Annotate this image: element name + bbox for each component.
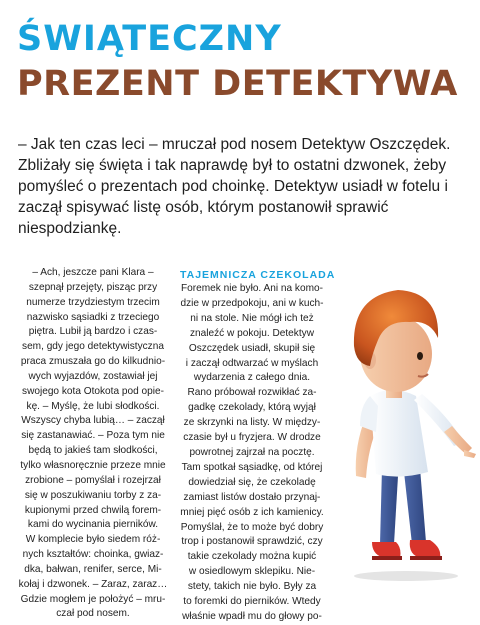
middle-column-line: takie czekolady można kupić: [187, 551, 317, 563]
left-column-line: szepnął przejęty, pisząc przy: [28, 281, 158, 293]
middle-column-line: Pomyślał, że to może być dobry: [180, 521, 324, 533]
left-column-line: nazwisko sąsiadki z trzeciego: [26, 311, 160, 323]
middle-column-line: gadkę czekolady, którą wyjął: [188, 402, 316, 414]
left-column-line: Gdzie mogłem je położyć – mru-: [20, 593, 166, 605]
left-column-line: zrobione – pomyślał i rozejrzał: [25, 474, 161, 486]
left-column-line: się zastanawiać. – Poza tym nie: [21, 430, 165, 442]
left-column-line: W komplecie było siedem róż-: [25, 534, 161, 546]
middle-column-line: ni na stole. Nie mógł ich też: [190, 312, 314, 324]
title-line-2: PREZENT DETEKTYWA: [17, 64, 458, 104]
left-column-line: kę. – Myślę, że lubi słodkości.: [26, 400, 160, 412]
lead-paragraph: – Jak ten czas leci – mruczał pod nosem Detektyw Oszczędek. Zbliżały się święta i tak naprawdę był to ostatni dzwonek, żeby pomyśleć o prezentach pod choinkę. Detektyw usiadł w fotelu i zaczął spisywać listę osób, którym postanowił sprawić niespodziankę.: [18, 136, 451, 237]
left-column-line: numerze trzydziestym trzecim: [26, 296, 160, 308]
middle-column-line: wydarzenia z całego dnia.: [193, 372, 311, 384]
middle-column-line: mniej pięć osób z ich kamienicy.: [180, 506, 324, 518]
middle-column-line: Foremek nie było. Ani na komo-: [181, 283, 323, 294]
left-column-text: [16, 266, 170, 622]
section-heading: TAJEMNICZA CZEKOLADA: [180, 269, 336, 281]
left-column-line: – Ach, jeszcze pani Klara –: [32, 267, 154, 278]
left-column-line: wych wyjazdów, zostawiał jej: [28, 370, 158, 382]
middle-column-line: zamiast listów dostało przynaj-: [183, 491, 321, 503]
left-column-line: kupionymi przed chwilą forem-: [24, 504, 162, 516]
middle-column-line: dzie w przedpokoju, ani w kuch-: [180, 297, 324, 309]
middle-column-line: Tam spotkał sąsiadkę, od której: [181, 461, 323, 473]
left-column-line: praca zmuszała go do kilkudnio-: [20, 356, 166, 368]
middle-column-line: znaleźć w pokoju. Detektyw: [190, 327, 314, 339]
middle-column-line: ze skrzynki na listy. W między-: [183, 417, 321, 429]
left-column-line: Wszyscy chyba lubią… – zaczął: [21, 415, 165, 427]
left-column-line: kami do wycinania pierników.: [27, 519, 159, 531]
left-column-line: dka, bałwan, renifer, serce, Mi-: [24, 563, 162, 575]
left-column-line: kołaj i dzwonek. – Zaraz, zaraz…: [18, 578, 168, 590]
middle-column-line: czasie był u fryzjera. W drodze: [183, 432, 321, 444]
middle-column-line: stety, takich nie było. Były za: [187, 581, 317, 593]
left-column-line: swojego kota Otokota pod opie-: [22, 385, 164, 397]
middle-column-line: to foremki do pierników. Wtedy: [183, 596, 321, 608]
left-column-line: będą to jakieś tam słodkości,: [28, 445, 158, 457]
middle-column-line: Oszczędek usiadł, skupił się: [188, 342, 316, 354]
middle-column-line: powrotnej zajrzał na pocztę.: [189, 446, 315, 458]
middle-column-line: w osiedlowym sklepiku. Nie-: [188, 566, 316, 578]
middle-column-line: dowiedział się, że czekoladę: [188, 476, 316, 488]
left-column-line: piętra. Lubił ją bardzo i czas-: [28, 326, 158, 338]
middle-column-line: właśnie wpadł mu do głowy po-: [182, 610, 322, 622]
left-column-line: nych kształtów: choinka, gwiaz-: [22, 549, 164, 561]
middle-column-line: trop i postanowił sprawdzić, czy: [181, 536, 323, 548]
middle-column-text: [176, 282, 328, 625]
title-line-1: ŚWIĄTECZNY: [17, 19, 282, 59]
left-column-line: czał pod nosem.: [56, 608, 130, 620]
boy-illustration: [326, 276, 480, 584]
middle-column-line: Rano próbował rozwikłać za-: [187, 387, 317, 399]
left-column-line: tylko własnoręcznie przeze mnie: [20, 459, 166, 471]
left-column-line: sem, gdy jego detektywistyczna: [22, 341, 164, 353]
middle-column-line: i zaczął odtwarzać w myślach: [185, 357, 319, 369]
left-column-line: się w poszukiwaniu torby z za-: [24, 489, 162, 501]
